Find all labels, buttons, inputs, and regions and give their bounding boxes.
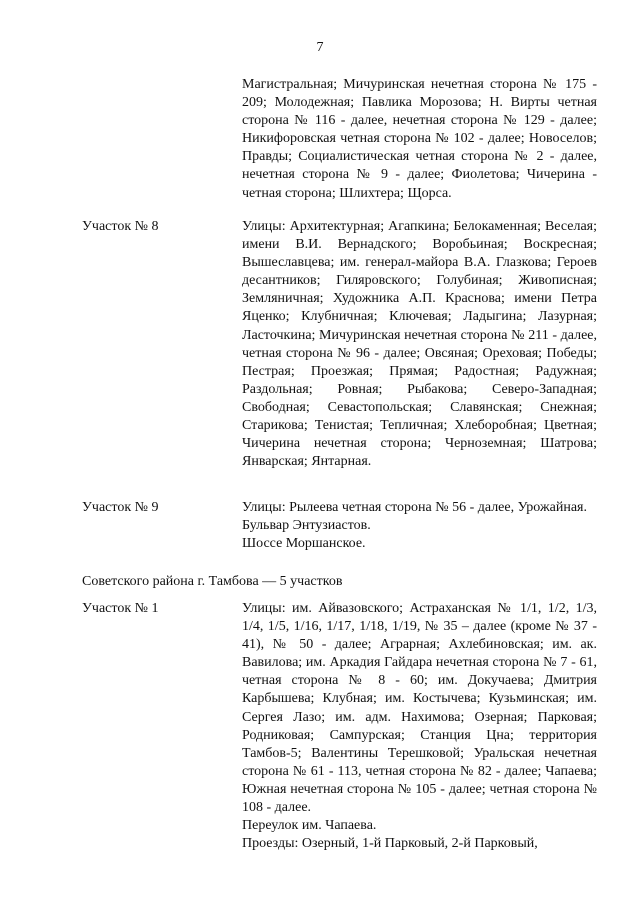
- page-number: 7: [316, 40, 324, 55]
- precinct-8-streets: [242, 218, 597, 471]
- paragraph: Магистральная; Мичуринская нечетная сторона № 175 - 209; Молодежная; Павлика Морозова; Н. Вирты четная сторона № 116 - далее, нечетная сторона № 129 - далее; Никифоровская четная сторона № 102 - далее; Новоселов; Правды; Социалистическая четная сторона № 2 - далее, нечетная сторона № 9 - далее; Фиолетова; Чичерина - четная сторона; Шлихтера; Щорса.: [242, 77, 597, 201]
- paragraph: Переулок им. Чапаева.: [242, 818, 377, 834]
- paragraph: Улицы: Рылеева четная сторона № 56 - далее, Урожайная.: [242, 500, 587, 515]
- precinct-9-label: Участок № 9: [82, 500, 159, 515]
- paragraph: Проезды: Озерный, 1-й Парковый, 2-й Парковый,: [242, 836, 538, 852]
- precinct-1-label: Участок № 1: [82, 601, 159, 616]
- precinct-9-streets: [242, 499, 597, 553]
- paragraph: Шоссе Моршанское.: [242, 536, 366, 552]
- precinct-8-label: Участок № 8: [82, 219, 159, 234]
- paragraph: Бульвар Энтузиастов.: [242, 518, 371, 534]
- continued-street-list: [242, 76, 597, 203]
- precinct-1-streets: [242, 600, 597, 853]
- paragraph: Улицы: им. Айвазовского; Астраханская № 1/1, 1/2, 1/3, 1/4, 1/5, 1/16, 1/17, 1/18, 1/19, № 35 – далее (кроме № 37 - 41), № 50 - далее; Аграрная; Ахлебиновская; им. ак. Вавилова; им. Аркадия Гайдара нечетная сторона № 7 - 61, четная сторона № 8 - 60; им. Докучаева; Дмитрия Карбышева; Клубная; им. Костычева; Кузьминская; им. Сергея Лазо; им. адм. Нахимова; Озерная; Парковая; Родниковая; Сампурская; Станция Цна; территория Тамбов-5; Валентины Терешковой; Уральская нечетная сторона № 61 - 113, четная сторона № 82 - далее; Чапаева; Южная нечетная сторона № 105 - далее; четная сторона № 108 - далее.: [242, 601, 597, 816]
- district-heading: Советского района г. Тамбова — 5 участков: [82, 574, 343, 589]
- paragraph: Улицы: Архитектурная; Агапкина; Белокаменная; Веселая; имени В.И. Вернадского; Воробьиная; Воскресная; Вышеславцева; им. генерал-майора В.А. Глазкова; Героев десантников; Гиляровского; Голубиная; Живописная; Земляничная; Художника А.П. Краснова; имени Петра Яценко; Клубничная; Ключевая; Ладыгина; Лазурная; Ласточкина; Мичуринская нечетная сторона № 211 - далее, четная сторона № 96 - далее; Овсяная; Ореховая; Победы; Пестрая; Проезжая; Прямая; Радостная; Радужная; Раздольная; Ровная; Рыбакова; Северо-Западная; Свободная; Севастопольская; Славянская; Снежная; Старикова; Тенистая; Тепличная; Хлеборобная; Цветная; Чичерина нечетная сторона; Черноземная; Шатрова; Январская; Янтарная.: [242, 219, 597, 470]
